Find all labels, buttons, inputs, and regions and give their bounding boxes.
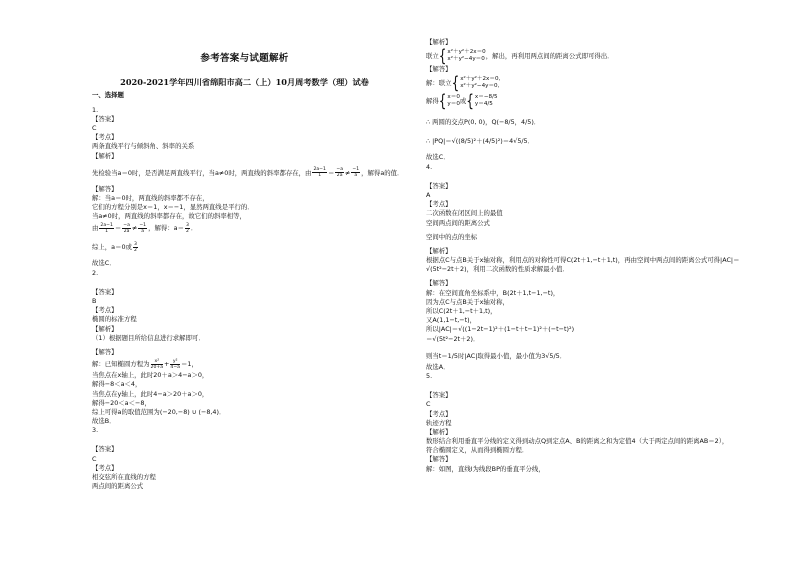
brace-icon: { xyxy=(438,91,447,112)
fraction: $\frac{-a}{2a}$ xyxy=(123,222,130,234)
fraction: $\frac{\text{y²}}{4-a}$ xyxy=(170,358,180,370)
q1-solution-line: 它们的方程分别是x＝1，x＝−1，显然两直线是平行的． xyxy=(92,203,254,212)
q3-number: 3. xyxy=(92,426,99,435)
q4-answer: A xyxy=(426,190,431,199)
q1-solution-line: 由 $\frac{2a-1}{1}$ ＝ $\frac{-a}{2a}$ ≠ $\frac{-1}{a}$ ，解得：a＝ $\frac{3}{2}$ ． xyxy=(92,222,198,234)
q3-solution-line: ∴ |PQ|＝√((8/5)²＋(4/5)²)＝4√5/5． xyxy=(426,137,534,146)
fraction: $\frac{-a}{2a}$ xyxy=(336,167,344,179)
equation-system: x＝0 y＝0 xyxy=(447,94,460,108)
q5-number: 5. xyxy=(426,371,433,380)
q1-number: 1. xyxy=(92,105,99,114)
q2-analysis-tag: 【解析】 xyxy=(92,324,118,333)
q1-point-tag: 【考点】 xyxy=(92,133,118,142)
q1-solution-line: 当a≠0时，两直线的斜率都存在，故它们的斜率相等， xyxy=(92,212,246,221)
q1-analysis: 先检验当a＝0时，是否满足两直线平行，当a≠0时，两直线的斜率都存在，由 $\frac{2a-1}{1}$ ＝ $\frac{-a}{2a}$ ≠ $\frac{-1}{a}$ ，解得a的值． xyxy=(92,167,404,179)
exam-subtitle: 2020-2021学年四川省绵阳市高二（上）10月周考数学（理）试卷 xyxy=(120,77,369,88)
q2-solution-line: 综上可得a的取值范围为(−20,−8) ∪ (−8,4)． xyxy=(92,407,226,416)
q5-analysis-tag: 【解析】 xyxy=(426,427,452,436)
q3-solution-line: ∴ 两圆的交点P(0, 0)，Q(−8/5，4/5)． xyxy=(426,118,541,127)
q1-solution-line: 解：当a＝0时，两直线的斜率都不存在， xyxy=(92,193,209,202)
q2-number: 2. xyxy=(92,268,99,277)
q1-answer-tag: 【答案】 xyxy=(92,114,118,123)
q2-solution-tag: 【解答】 xyxy=(92,347,118,356)
q2-answer-tag: 【答案】 xyxy=(92,287,118,296)
q5-point-tag: 【考点】 xyxy=(426,409,452,418)
q3-point: 相交弦所在直线的方程 xyxy=(92,473,156,482)
fraction: $\frac{-1}{a}$ xyxy=(139,222,147,234)
fraction: $\frac{-1}{a}$ xyxy=(352,167,360,179)
q4-solution-line: 所以C(2t＋1,−t＋1,t)， xyxy=(426,307,497,315)
q4-solution-line: 因为点C与点B关于x轴对称， xyxy=(426,297,509,306)
section-heading: 一、选择题 xyxy=(92,91,124,100)
q5-analysis: 数形结合利用垂直平分线的定义得到动点Q到定点A、B的距离之和为定值4（大于两定点间的距离AB＝2）， xyxy=(426,437,729,446)
equation-system: x²＋y²＋2x＝0 x²＋y²−4y＝0 xyxy=(447,49,486,63)
q5-answer: C xyxy=(426,400,431,409)
q2-solution-line: 故选B． xyxy=(92,417,116,426)
q2-point-tag: 【考点】 xyxy=(92,306,118,315)
q2-point: 椭圆的标准方程 xyxy=(92,315,137,324)
brace-icon: { xyxy=(451,73,460,94)
q4-point: 二次函数在闭区间上的最值 xyxy=(426,209,503,218)
q4-solution-line: 则当t＝1/5时|AC|取得最小值，最小值为3√5/5． xyxy=(426,351,567,360)
left-column xyxy=(92,53,404,491)
q3-point: 两点间的距离公式 xyxy=(92,482,144,491)
q2-solution-line: 解：已知椭圆方程为 $\frac{\text{x²}}{20+a}$ + $\frac{\text{y²}}{4-a}$ ＝1， xyxy=(92,358,198,370)
q3-analysis: 联立{ x²＋y²＋2x＝0 x²＋y²−4y＝0 ，解出，再利用两点间的距离公式即可得出． xyxy=(426,46,614,66)
q5-solution-line: 解：如图，直线l为线段BP的垂直平分线， xyxy=(426,464,545,473)
q5-answer-tag: 【答案】 xyxy=(426,391,452,400)
q1-point: 两条直线平行与倾斜角、斜率的关系 xyxy=(92,142,195,151)
q4-solution-line: 又A(1,1−t,−t)， xyxy=(426,316,477,325)
q5-analysis: 符合椭圆定义，从而得到椭圆方程． xyxy=(426,446,529,455)
q3-answer-tag: 【答案】 xyxy=(92,445,118,454)
q1-answer: C xyxy=(92,123,97,132)
q1-solution-line: 综上，a＝0或 $\frac{3}{2}$ xyxy=(92,241,137,253)
q4-point: 空间中的点的坐标 xyxy=(426,232,478,241)
q5-point: 轨迹方程 xyxy=(426,418,452,427)
right-column xyxy=(426,38,756,474)
q2-solution-line: 当焦点在x轴上，此时20＋a＞4−a＞0， xyxy=(92,371,209,380)
q1-analysis-tag: 【解析】 xyxy=(92,151,118,160)
q4-solution-line: 解：在空间直角坐标系中，B(2t＋1,t−1,−t)， xyxy=(426,288,560,297)
fraction: $\frac{3}{2}$ xyxy=(133,241,137,253)
q3-solution-line: 解得{ x＝0 y＝0 或{ x＝−8/5 y＝4/5 xyxy=(426,91,498,112)
q5-solution-tag: 【解答】 xyxy=(426,455,452,464)
q1-solution-line: 故选C． xyxy=(92,259,116,268)
q4-solution-line: 所以|AC|＝√((1−2t−1)²＋(1−t＋t−1)²＋(−t−t)²) xyxy=(426,325,575,334)
q3-analysis-tag: 【解析】 xyxy=(426,38,452,46)
q2-solution-line: 当焦点在y轴上，此时4−a＞20＋a＞0， xyxy=(92,389,209,398)
q4-answer-tag: 【答案】 xyxy=(426,181,452,190)
q4-number: 4. xyxy=(426,162,433,171)
brace-icon: { xyxy=(438,46,447,66)
q2-answer: B xyxy=(92,297,97,306)
q3-solution-line: 解：联立{ x²＋y²＋2x＝0, x²＋y²−4y＝0, xyxy=(426,73,501,94)
q2-analysis: （1）根据题目所给信息进行求解即可． xyxy=(92,333,205,342)
equation-system: x²＋y²＋2x＝0, x²＋y²−4y＝0, xyxy=(460,76,501,90)
fraction: $\frac{2a-1}{1}$ xyxy=(100,222,113,234)
q4-solution-line: 故选A． xyxy=(426,362,450,371)
q2-solution-line: 解得−20＜a＜−8， xyxy=(92,398,151,407)
fraction: $\frac{\text{x²}}{20+a}$ xyxy=(150,358,164,370)
fraction: $\frac{2a-1}{1}$ xyxy=(313,167,326,179)
q3-point-tag: 【考点】 xyxy=(92,463,118,472)
q4-point-tag: 【考点】 xyxy=(426,200,452,209)
q2-solution-line: 解得−8＜a＜4， xyxy=(92,380,142,389)
q4-analysis: 根据点C与点B关于x轴对称，利用点的对称性可得C(2t＋1,−t＋1,t)，再由空间中两点间的距离公式可得|AC|＝ xyxy=(426,256,740,265)
q4-analysis-tag: 【解析】 xyxy=(426,246,452,255)
q4-point: 空间两点间的距离公式 xyxy=(426,218,490,227)
brace-icon: { xyxy=(466,91,474,112)
fraction: $\frac{3}{2}$ xyxy=(185,222,189,234)
q3-solution-line: 故选C． xyxy=(426,153,450,162)
q1-solution-tag: 【解答】 xyxy=(92,184,118,193)
document-title: 参考答案与试题解析 xyxy=(200,53,289,64)
q4-solution-tag: 【解答】 xyxy=(426,279,452,288)
q3-answer: C xyxy=(92,454,97,463)
q4-analysis: √(5t²−2t＋2)，利用二次函数的性质求解最小值． xyxy=(426,265,569,274)
q3-solution-tag: 【解答】 xyxy=(426,65,452,74)
q4-solution-line: ＝√(5t²−2t＋2)． xyxy=(426,334,480,343)
equation-system: x＝−8/5 y＝4/5 xyxy=(474,94,498,108)
